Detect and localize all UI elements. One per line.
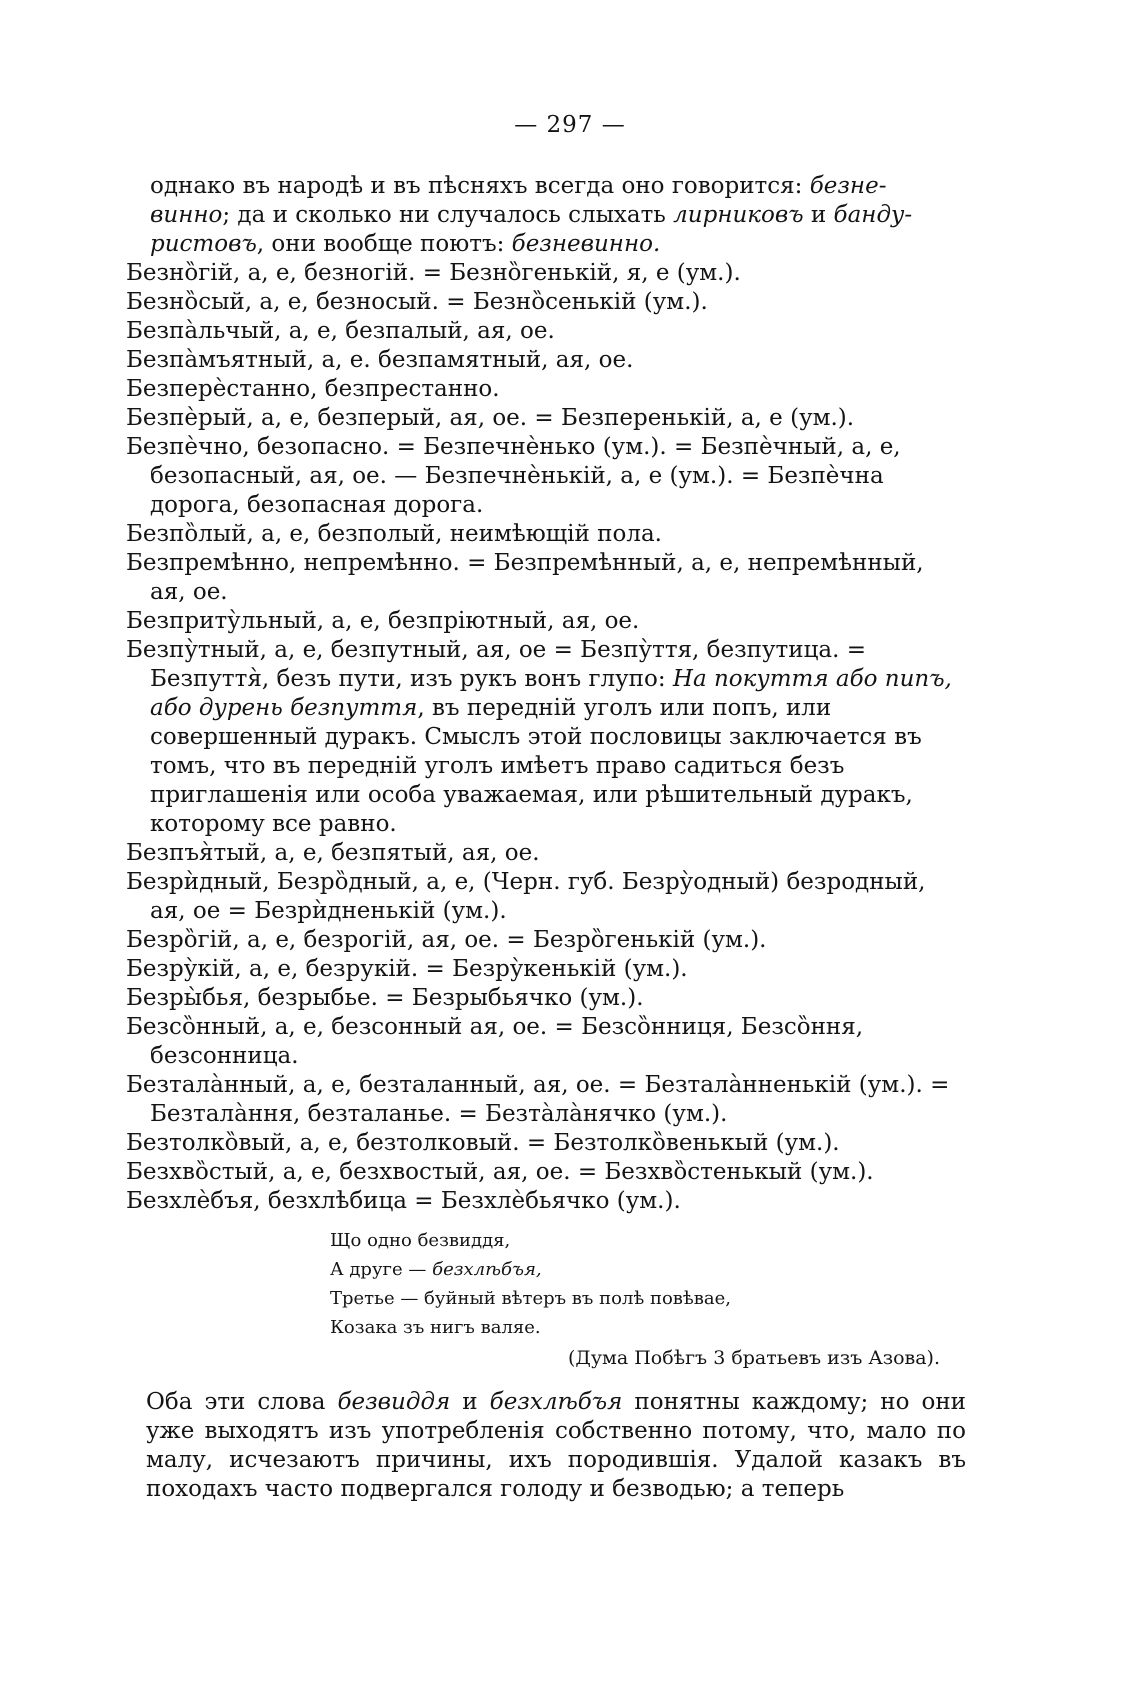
page-number: — 297 — xyxy=(514,112,626,138)
dictionary-entry: Безпа̀мъятный, а, е. безпамятный, ая, ое. xyxy=(126,347,634,373)
poem-line: Козака зъ нигъ валяе. xyxy=(330,1317,541,1338)
dictionary-entry: Безру̀кій, а, е, безрукій. = Безру̀кенькій (ум.). xyxy=(126,956,688,982)
dictionary-entry: Безхлѐбъя, безхлѣбица = Безхлѐбьячко (ум.). xyxy=(126,1188,681,1214)
dictionary-entry: Безпа̀льчый, а, е, безпалый, ая, ое. xyxy=(126,318,555,344)
intro-text: ; да и сколько ни случалось слыхать xyxy=(222,202,674,228)
closing-italic: безвиддя xyxy=(337,1389,451,1415)
poem-line: Третье — буйный вѣтеръ въ полѣ повѣвае, xyxy=(330,1288,732,1309)
intro-italic: лирниковъ xyxy=(673,202,804,228)
dictionary-entry: Безнȍгій, а, е, безногій. = Безнȍгенькій, я, е (ум.). xyxy=(126,260,741,286)
entry-proverb: На покуття або пипъ, або дурень безпуття xyxy=(150,666,952,721)
dictionary-entry: Безтолкȍвый, а, е, безтолковый. = Безтолкȍвенькый (ум.). xyxy=(126,1130,840,1156)
dictionary-entry: Безпȍлый, а, е, безполый, неимѣющій пола. xyxy=(126,521,662,547)
poem-quote xyxy=(330,1226,970,1373)
dictionary-entry: Безрѝдный, Безрȍдный, а, е, (Черн. губ. Безру̀одный) безродный, ая, ое = Безрѝдненькій (ум.). xyxy=(126,869,926,924)
intro-line xyxy=(150,172,966,201)
closing-span: Оба эти слова xyxy=(146,1389,338,1415)
dictionary-entry: Безпъя̀тый, а, е, безпятый, ая, ое. xyxy=(126,840,540,866)
intro-paragraph xyxy=(126,172,966,259)
dictionary-entry: Безприту̀льный, а, е, безпріютный, ая, ое. xyxy=(126,608,640,634)
intro-italic: винно xyxy=(150,202,223,228)
intro-text: , они вообще поютъ: xyxy=(256,231,512,257)
poem-text: А друге — xyxy=(330,1259,433,1280)
closing-span: и xyxy=(450,1389,490,1415)
dictionary-entry: Безпѐрый, а, е, безперый, ая, ое. = Безперенькій, а, е (ум.). xyxy=(126,405,855,431)
intro-text: однако въ народѣ и въ пѣсняхъ всегда оно говорится: xyxy=(150,173,810,199)
closing-italic: безхлѣбъя xyxy=(489,1389,623,1415)
entry-text: Безпу̀тный, а, е, безпутный, ая, ое = Безпу̀ття, безпутица. = Безпуття̀, безъ пути, изъ рукъ вонъ глупо: xyxy=(126,637,866,692)
closing-span: понятны каждому; но они уже выходятъ изъ употребленія собственно потому, что, мало по малу, исчезаютъ причины, ихъ породившія. Удалой казакъ въ походахъ часто подвергался голоду и безводью; а теперь xyxy=(146,1389,966,1502)
poem-italic: безхлѣбъя, xyxy=(432,1259,542,1280)
intro-italic: безневинно. xyxy=(511,231,661,257)
main-text xyxy=(126,172,966,1216)
intro-italic: ристовъ xyxy=(150,231,257,257)
dictionary-entry: Безрȍгій, а, е, безрогій, ая, ое. = Безрȍгенькій (ум.). xyxy=(126,927,767,953)
entry-text: , въ передній уголъ или попъ, или совершенный дуракъ. Смыслъ этой пословицы заключается въ томъ, что въ передній уголъ имѣетъ право садиться безъ приглашенія или особа уважаемая, или рѣшительный дуракъ, которому все равно. xyxy=(150,695,922,837)
dictionary-entry: Безпѐчно, безопасно. = Безпечнѐнько (ум.). = Безпѐчный, а, е, безопасный, ая, ое. — Безпечнѐнькій, а, е (ум.). = Безпѐчна дорога, безопасная дорога. xyxy=(126,434,901,518)
dictionary-entry: Безпремѣнно, непремѣнно. = Безпремѣнный, а, е, непремѣнный, ая, ое. xyxy=(126,550,924,605)
dictionary-entry: Безперѐстанно, безпрестанно. xyxy=(126,376,500,402)
poem-line xyxy=(330,1255,970,1284)
dictionary-entry: Безнȍсый, а, е, безносый. = Безнȍсенькій (ум.). xyxy=(126,289,708,315)
intro-italic: банду- xyxy=(833,202,913,228)
dictionary-entry: Безры̀бья, безрыбье. = Безрыбьячко (ум.). xyxy=(126,985,644,1011)
intro-text: и xyxy=(803,202,834,228)
dictionary-entry: Безтала̀нный, а, е, безталанный, ая, ое. = Безтала̀нненькій (ум.). = Безтала̀ння, безталанье. = Безта̀ла̀нячко (ум.). xyxy=(126,1072,950,1127)
intro-line xyxy=(150,201,966,230)
dictionary-entry: Безсȍнный, а, е, безсонный ая, ое. = Безсȍнниця, Безсȍння, безсонница. xyxy=(126,1014,864,1069)
dictionary-entry xyxy=(126,636,966,839)
intro-line xyxy=(150,230,966,259)
poem-source: (Дума Побѣгъ 3 братьевъ изъ Азова). xyxy=(568,1347,940,1369)
dictionary-entry: Безхвȍстый, а, е, безхвостый, ая, ое. = Безхвȍстенькый (ум.). xyxy=(126,1159,874,1185)
closing-paragraph xyxy=(146,1388,966,1504)
intro-italic: безне- xyxy=(809,173,887,199)
poem-line: Що одно безвиддя, xyxy=(330,1230,511,1251)
closing-text xyxy=(146,1388,966,1504)
